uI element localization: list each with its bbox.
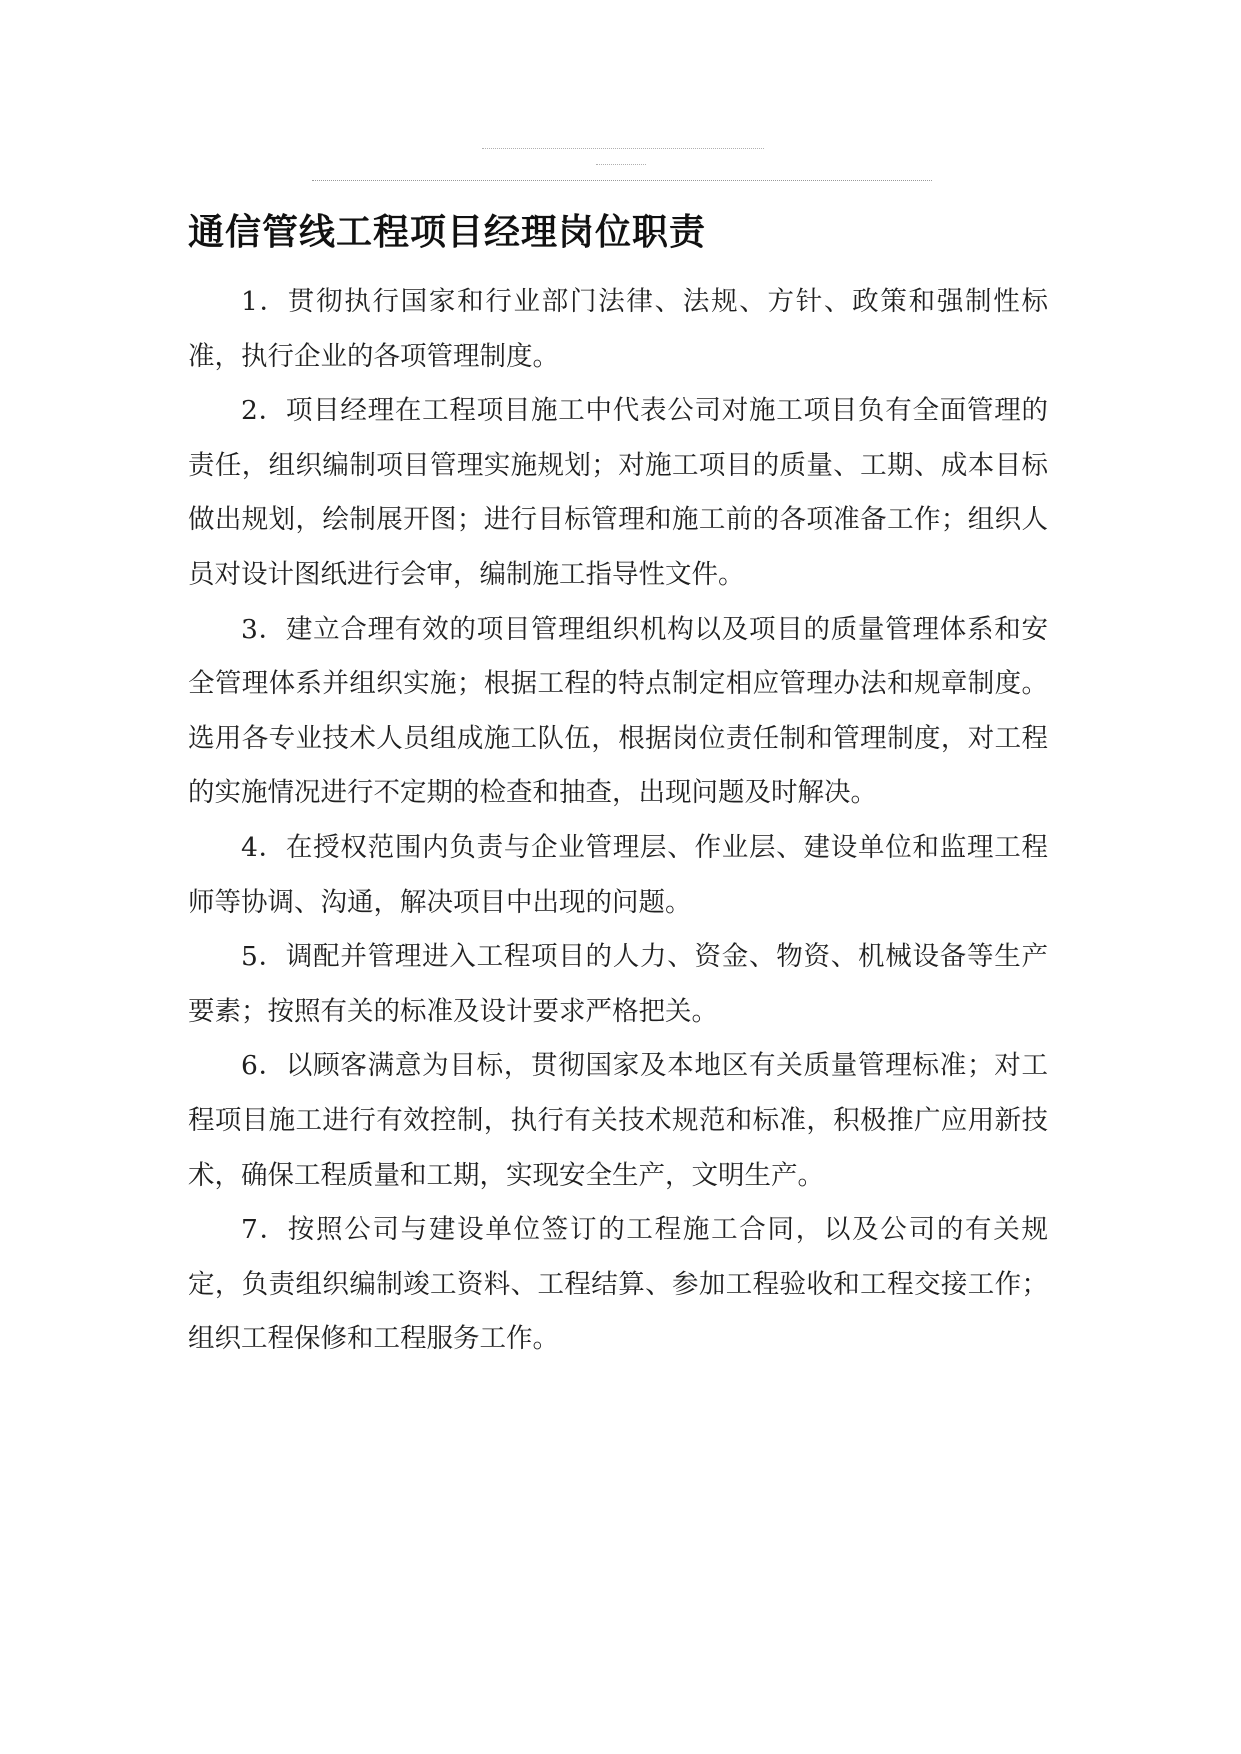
list-item: 5．调配并管理进入工程项目的人力、资金、物资、机械设备等生产要素；按照有关的标准及设计要求严格把关。 (188, 941, 1048, 1027)
list-item: 7．按照公司与建设单位签订的工程施工合同，以及公司的有关规定，负责组织编制竣工资料、工程结算、参加工程验收和工程交接工作；组织工程保修和工程服务工作。 (188, 1214, 1048, 1355)
header-dotted-text-line-short (596, 164, 646, 165)
list-item: 4．在授权范围内负责与企业管理层、作业层、建设单位和监理工程师等协调、沟通，解决项目中出现的问题。 (188, 831, 1048, 918)
header-divider (312, 180, 932, 181)
list-item: 3．建立合理有效的项目管理组织机构以及项目的质量管理体系和安全管理体系并组织实施；根据工程的特点制定相应管理办法和规章制度。选用各专业技术人员组成施工队伍，根据岗位责任制和管理制度，对工程的实施情况进行不定期的检查和抽查，出现问题及时解决。 (188, 613, 1048, 809)
list-item: 1．贯彻执行国家和行业部门法律、法规、方针、政策和强制性标准，执行企业的各项管理制度。 (188, 286, 1048, 372)
list-item: 2．项目经理在工程项目施工中代表公司对施工项目负有全面管理的责任，组织编制项目管理实施规划；对施工项目的质量、工期、成本目标做出规划，绘制展开图；进行目标管理和施工前的各项准备工作；组织人员对设计图纸进行会审，编制施工指导性文件。 (188, 395, 1048, 590)
document-body (188, 275, 1048, 1367)
list-item: 6．以顾客满意为目标，贯彻国家及本地区有关质量管理标准；对工程项目施工进行有效控制，执行有关技术规范和标准，积极推广应用新技术，确保工程质量和工期，实现安全生产，文明生产。 (188, 1050, 1048, 1191)
header-dotted-text-line (482, 148, 764, 149)
page-title: 通信管线工程项目经理岗位职责 (188, 212, 707, 253)
